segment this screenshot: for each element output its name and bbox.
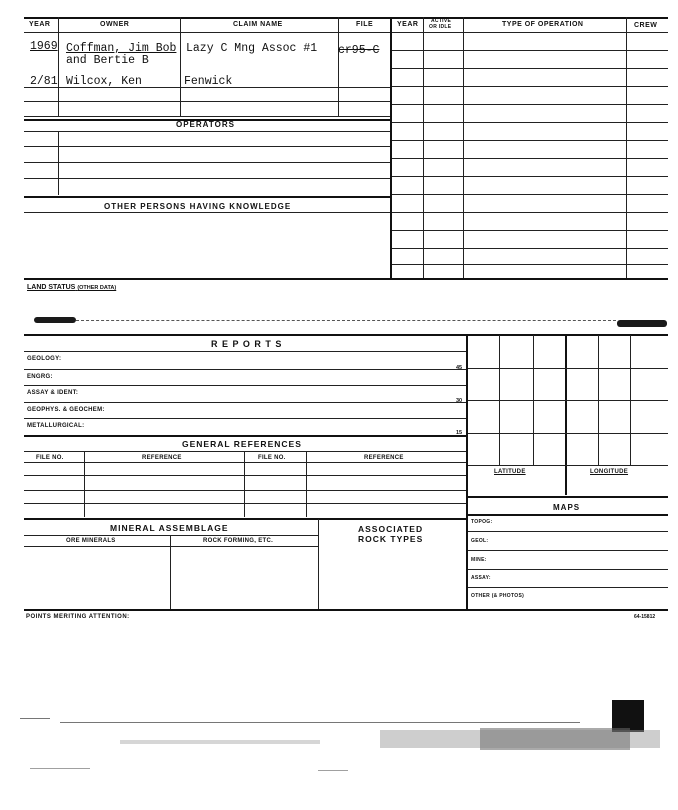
report-metallurgical-num: 15 [456,430,463,436]
header-crew: CREW [634,22,658,29]
map-assay: ASSAY: [471,575,491,581]
report-engrg: ENGRG: [27,374,53,380]
land-status-title [27,284,116,291]
associated-rock-types-line2: ROCK TYPES [358,534,424,544]
header-year: YEAR [29,21,51,28]
ref-col-reference-2: REFERENCE [364,455,404,461]
points-meriting-attention: POINTS MERITING ATTENTION: [26,614,130,620]
map-topog: TOPOG: [471,519,493,525]
header-year-right: YEAR [397,21,419,28]
latitude-label: LATITUDE [494,469,526,475]
claim-1-year: 1969 [30,40,58,53]
claim-2-claim-name: Fenwick [184,75,233,88]
report-geology: GEOLOGY: [27,356,62,362]
longitude-label: LONGITUDE [590,469,629,475]
header-or-idle: OR IDLE [429,24,452,30]
mineral-assemblage-title: MINERAL ASSEMBLAGE [110,523,229,533]
ref-col-file-no: FILE NO. [36,455,64,461]
land-status-sub: (OTHER DATA) [77,285,117,291]
claim-1-owner: Coffman, Jim Bob [66,42,177,55]
reports-title: R E P O R T S [211,339,283,349]
land-status-label: LAND STATUS [27,284,76,291]
ref-col-file-no-2: FILE NO. [258,455,286,461]
header-active: ACTIVE [431,18,452,24]
report-metallurgical: METALLURGICAL: [27,423,85,429]
header-file: FILE [356,21,374,28]
operators-title: OPERATORS [176,120,235,129]
header-type-of-operation: TYPE OF OPERATION [502,21,584,28]
claim-1-claim-name: Lazy C Mng Assoc #1 [186,42,318,55]
form-number: 64-15812 [634,614,656,620]
report-geology-num: 45 [456,365,463,371]
mineral-col-rock: ROCK FORMING, ETC. [203,538,274,544]
other-persons-title: OTHER PERSONS HAVING KNOWLEDGE [104,202,292,211]
claim-2-year: 2/81 [30,75,58,88]
report-assay: ASSAY & IDENT: [27,390,79,396]
map-geol: GEOL: [471,538,489,544]
ref-col-reference: REFERENCE [142,455,182,461]
report-geophys: GEOPHYS. & GEOCHEM: [27,407,105,413]
header-owner: OWNER [100,21,130,28]
map-mine: MINE: [471,557,487,563]
maps-title: MAPS [553,503,581,512]
general-references-title: GENERAL REFERENCES [182,439,302,449]
report-assay-num: 30 [456,398,463,404]
claim-1-file: cr95-C [338,44,380,57]
mineral-col-ore: ORE MINERALS [66,538,116,544]
ink-smudge-left [34,317,76,323]
claim-1-owner-line2: and Bertie B [66,54,149,67]
claim-2-owner: Wilcox, Ken [66,75,142,88]
ink-smudge-right [617,320,667,327]
map-other-photos: OTHER (& PHOTOS) [471,593,525,599]
header-claim-name: CLAIM NAME [233,21,283,28]
associated-rock-types-line1: ASSOCIATED [358,524,424,534]
scan-dark-block [612,700,644,732]
